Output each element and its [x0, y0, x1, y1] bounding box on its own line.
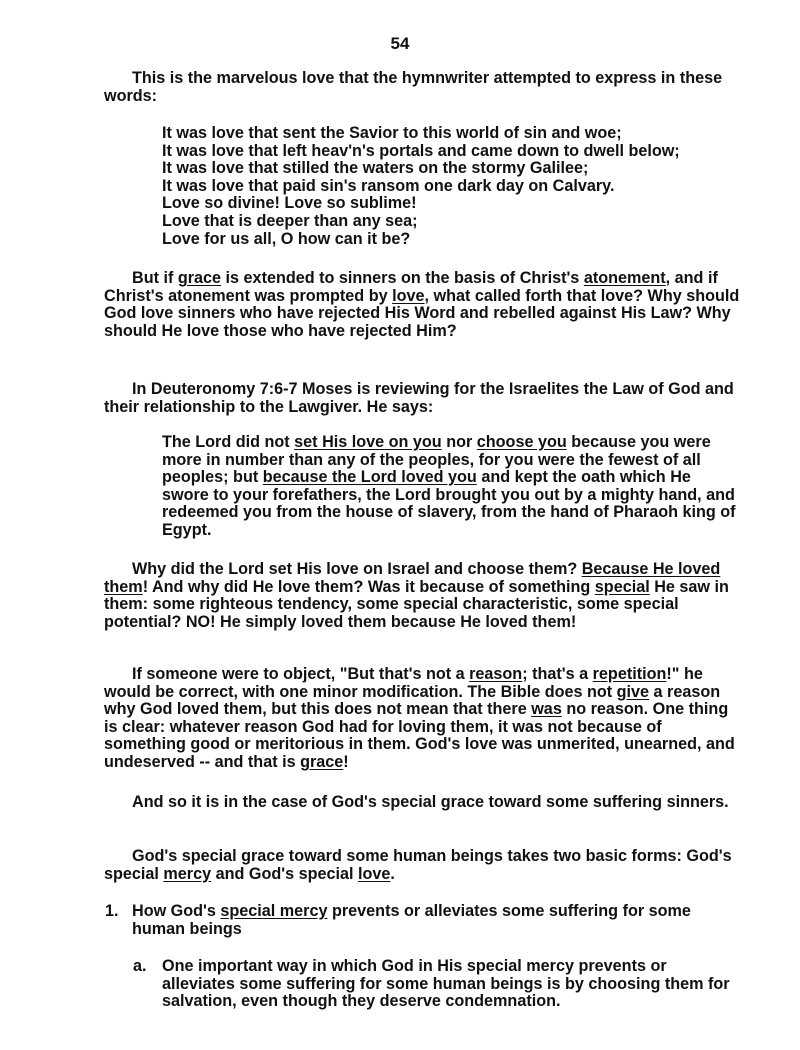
hymn-line: It was love that left heav'n's portals and came down to dwell below; [162, 141, 680, 160]
sub-item-letter: a. [133, 957, 147, 975]
list-item-heading: How God's special mercy prevents or alleviates some suffering for some human beings [132, 902, 691, 938]
grace-paragraph: But if grace is extended to sinners on the basis of Christ's atonement, and if Christ's atonement was prompted by love, what called forth that love? Why should God love sinners who have rejected His Word and rebelled against His Law? Why should He love those who have rejected Him? [104, 269, 740, 340]
hymn-line: Love that is deeper than any sea; [162, 211, 418, 230]
list-item-number: 1. [105, 902, 119, 920]
page-number: 54 [390, 34, 410, 53]
hymn-line: Love so divine! Love so sublime! [162, 194, 417, 213]
hymn-line: Love for us all, O how can it be? [162, 229, 411, 248]
two-forms-paragraph: God's special grace toward some human beings takes two basic forms: God's special mercy and God's special love. [104, 847, 732, 883]
intro-paragraph: This is the marvelous love that the hymnwriter attempted to express in these words: [104, 69, 723, 105]
sub-item-text: One important way in which God in His special mercy prevents or alleviates some suffering for some human beings is by choosing them for salvation, even though they deserve condemnation. [162, 957, 730, 1011]
israel-paragraph: Why did the Lord set His love on Israel and choose them? Because He loved them! And why did He love them? Was it because of something special He saw in them: some righteous tendency, some special characteristic, some special potential? NO! He simply loved them because He loved them! [104, 560, 729, 631]
hymn-line: It was love that stilled the waters on the stormy Galilee; [162, 159, 589, 178]
hymn-line: It was love that paid sin's ransom one dark day on Calvary. [162, 176, 615, 195]
hymn-line: It was love that sent the Savior to this world of sin and woe; [162, 124, 622, 142]
objection-paragraph: If someone were to object, "But that's not a reason; that's a repetition!" he would be correct, with one minor modification. The Bible does not give a reason why God loved them, but this does not mean that there was no reason. One thing is clear: whatever reason God had for loving them, it was not because of something good or meritorious in them. God's love was unmerited, unearned, and undeserved -- and that is grace! [104, 665, 735, 771]
special-grace-paragraph: And so it is in the case of God's special grace toward some suffering sinners. [132, 793, 729, 811]
hymn-quote [162, 125, 742, 248]
deuteronomy-paragraph: In Deuteronomy 7:6-7 Moses is reviewing for the Israelites the Law of God and their relationship to the Lawgiver. He says: [104, 380, 734, 416]
scripture-quote: The Lord did not set His love on you nor choose you because you were more in number than any of the peoples, for you were the fewest of all peoples; but because the Lord loved you and kept the oath which He swore to your forefathers, the Lord brought you out by a mighty hand, and redeemed you from the house of slavery, from the hand of Pharaoh king of Egypt. [162, 433, 736, 539]
